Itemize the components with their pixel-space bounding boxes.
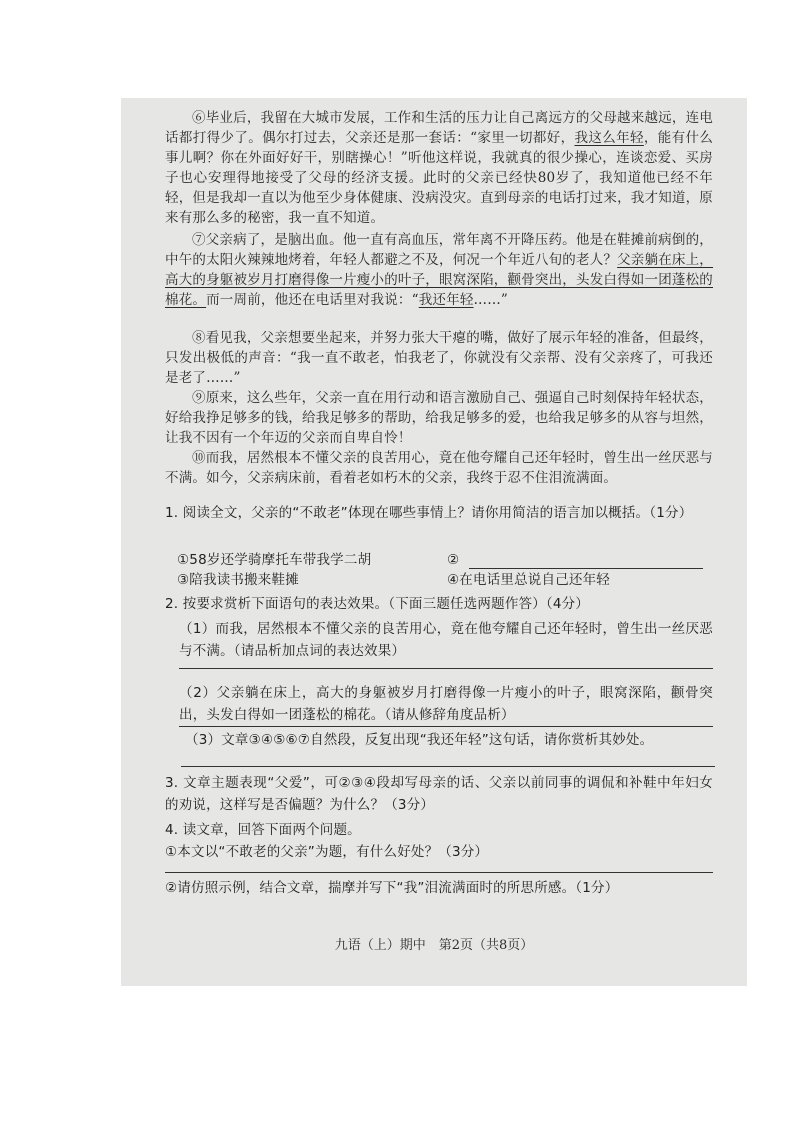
q1-item-4: ④在电话里总说自己还年轻 — [447, 572, 611, 588]
q2-1-answer-line[interactable] — [179, 668, 713, 669]
question-1: 1. 阅读全文，父亲的“不敢老”体现在哪些事情上？请你用简洁的语言加以概括。（1分） — [165, 505, 693, 521]
underlined-sentence: 父亲躺在床上，高大的身躯被岁月打磨得像一片瘦小的叶子，眼窝深陷，颧骨突出，头发白得如一团蓬松的棉花。 — [165, 252, 714, 308]
underlined-phrase-2: 我还年轻 — [418, 292, 474, 308]
underlined-phrase: 我这么年轻 — [574, 130, 644, 146]
q1-item-1: ①58岁还学骑摩托车带我学二胡 — [177, 552, 372, 568]
page-footer: 九语（上）期中 第2页（共8页） — [334, 938, 534, 953]
question-2: 2. 按要求赏析下面语句的表达效果。（下面三题任选两题作答）（4分） — [165, 596, 590, 612]
q4-1-answer-line[interactable] — [165, 872, 713, 873]
question-4: 4. 读文章，回答下面两个问题。 — [165, 822, 361, 838]
q2-3-answer-line[interactable] — [181, 766, 715, 767]
question-4-part-1: ①本文以“不敢老的父亲”为题，有什么好处？（3分） — [165, 844, 489, 860]
q1-answer-line[interactable] — [469, 568, 703, 569]
question-2-sentence-1: （1）而我，居然根本不懂父亲的良苦用心，竟在他夸耀自己还年轻时，曾生出一丝厌恶与不满。（请品析加点词的表达效果） — [179, 621, 713, 659]
question-2-sentence-3: （3）文章③④⑤⑥⑦自然段，反复出现“我还年轻”这句话，请你赏析其妙处。 — [185, 732, 654, 748]
paragraph-9: ⑨原来，这么些年，父亲一直在用行动和语言激励自己、强逼自己时刻保持年轻状态，好给我挣足够多的钱，给我足够多的帮助，给我足够多的爱，也给我足够多的从容与坦然，让我不因有一个年迈的父亲而自卑自怜！ — [165, 390, 713, 446]
paragraph-7: ⑦父亲病了，是脑出血。他一直有高血压，常年离不开降压药。他是在鞋摊前病倒的，中午的太阳火辣辣地烤着，年轻人都避之不及，何况一个年近八旬的老人？父亲躺在床上，高大的身躯被岁月打磨得像一片瘦小的叶子，眼窝深陷，颧骨突出，头发白得如一团蓬松的棉花。而一周前，他还在电话里对我说：“我还年轻……” — [165, 232, 714, 308]
q2-2-answer-line[interactable] — [179, 726, 713, 727]
q1-item-3: ③陪我读书搬来鞋摊 — [177, 572, 299, 588]
paragraph-6: ⑥毕业后，我留在大城市发展，工作和生活的压力让自己离远方的父母越来越远，连电话都打得少了。偶尔打过去，父亲还是那一套话：“家里一切都好，我这么年轻，能有什么事儿啊？你在外面好好干，别瞎操心！”听他这样说，我就真的很少操心，连谈恋爱、买房子也心安理得地接受了父母的经济支援。此时的父亲已经快80岁了，我知道他已经不年轻，但是我却一直以为他至少身体健康、没病没灾。直到母亲的电话打过来，我才知道，原来有那么多的秘密，我一直不知道。 — [165, 110, 714, 226]
paragraph-8: ⑧看见我，父亲想要坐起来，并努力张大干瘪的嘴，做好了展示年轻的准备，但最终，只发出极低的声音：“我一直不敢老，怕我老了，你就没有父亲帮、没有父亲疼了，可我还是老了……” — [165, 330, 713, 386]
question-4-part-2: ②请仿照示例，结合文章，揣摩并写下“我”泪流满面时的所思所感。（1分） — [165, 880, 619, 896]
question-2-sentence-2: （2）父亲躺在床上，高大的身躯被岁月打磨得像一片瘦小的叶子，眼窝深陷，颧骨突出，头发白得如一团蓬松的棉花。（请从修辞角度品析） — [179, 685, 713, 723]
question-3: 3. 文章主题表现“父爱”，可②③④段却写母亲的话、父亲以前同事的调侃和补鞋中年妇女的劝说，这样写是否偏题？为什么？（3分） — [165, 775, 713, 813]
exam-page-photo — [121, 98, 747, 986]
paragraph-10: ⑩而我，居然根本不懂父亲的良苦用心，竟在他夸耀自己还年轻时，曾生出一丝厌恶与不满。如今，父亲病床前，看着老如朽木的父亲，我终于忍不住泪流满面。 — [165, 450, 713, 486]
q1-item-2: ② — [447, 552, 460, 568]
